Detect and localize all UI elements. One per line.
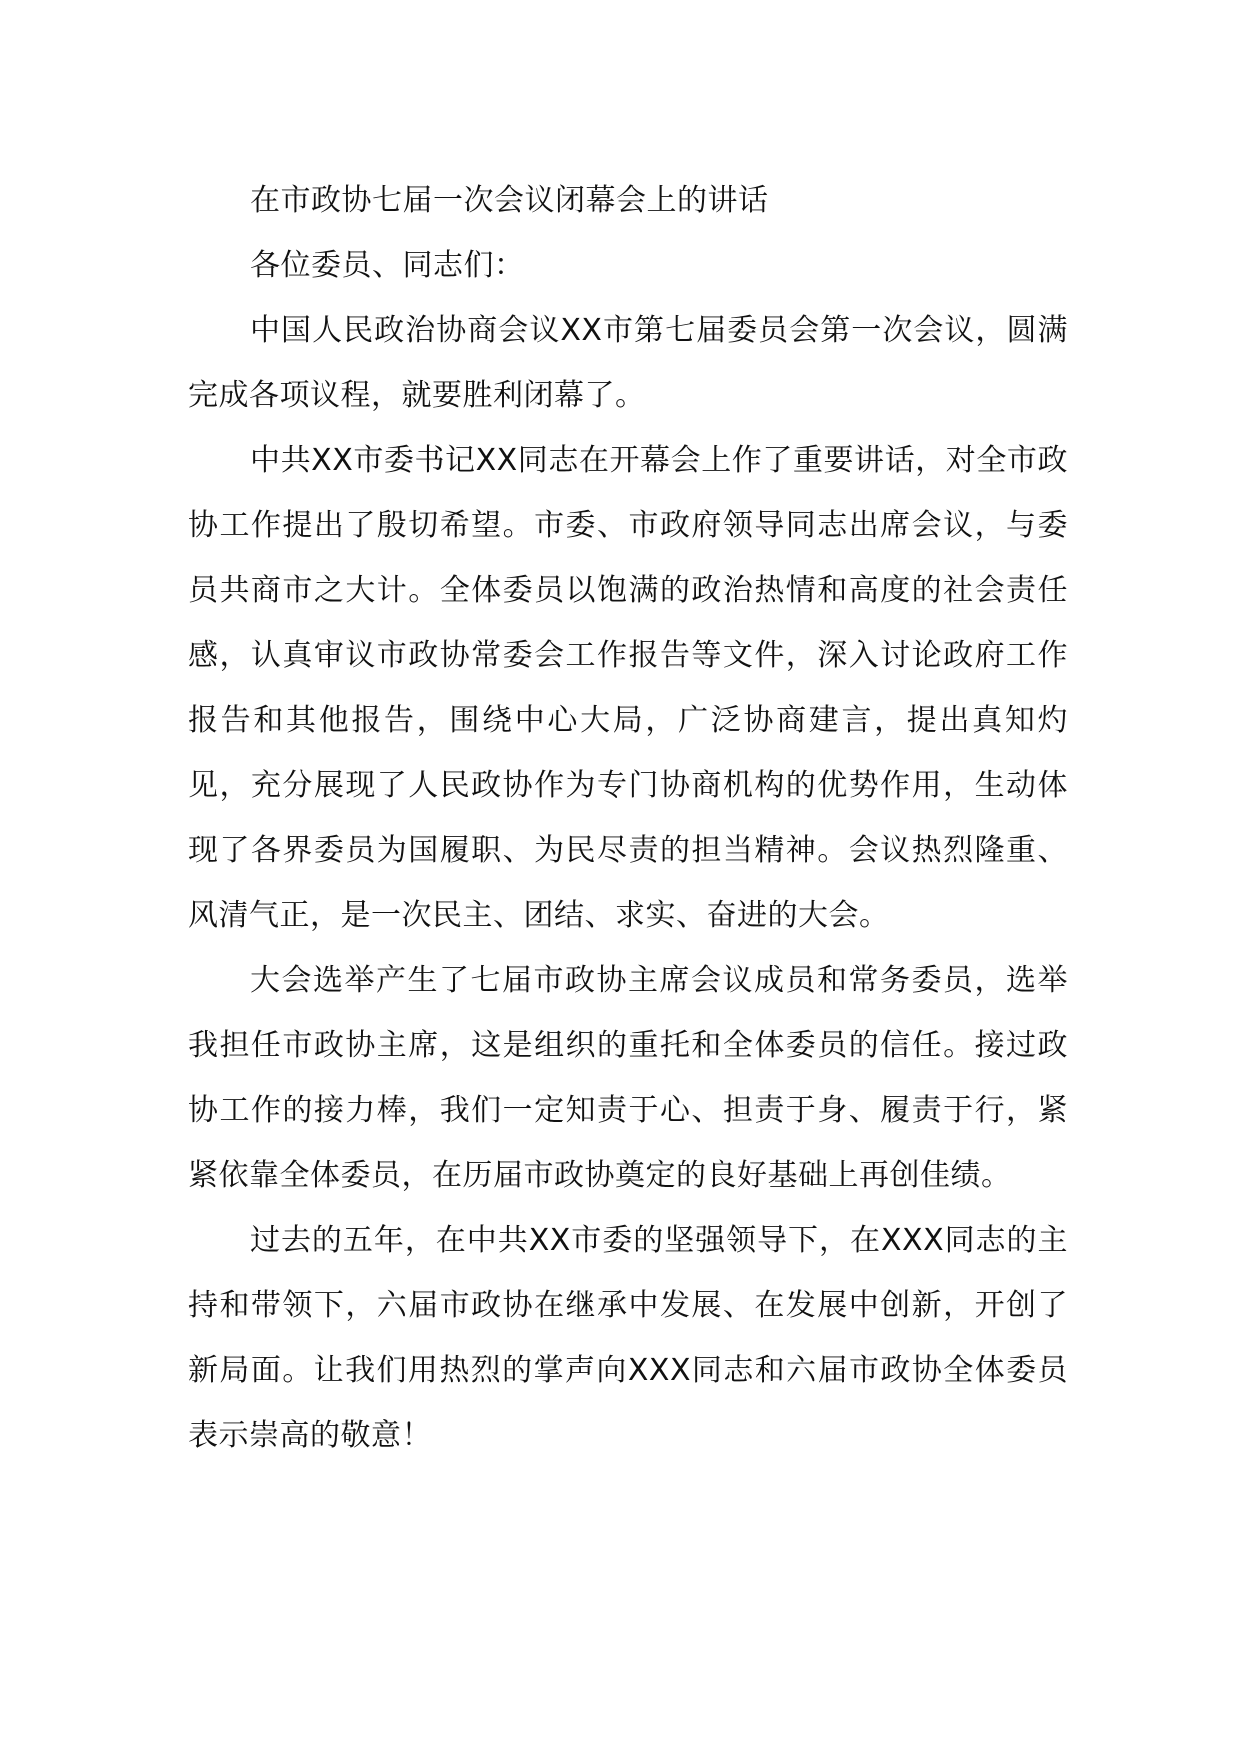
paragraph-2: 中共XX市委书记XX同志在开幕会上作了重要讲话，对全市政协工作提出了殷切希望。市委、市政府领导同志出席会议，与委员共商市之大计。全体委员以饱满的政治热情和高度的社会责任感，认真审议市政协常委会工作报告等文件，深入讨论政府工作报告和其他报告，围绕中心大局，广泛协商建言，提出真知灼见，充分展现了人民政协作为专门协商机构的优势作用，生动体现了各界委员为国履职、为民尽责的担当精神。会议热烈隆重、风清气正，是一次民主、团结、求实、奋进的大会。 bbox=[188, 443, 1068, 933]
document-title: 在市政协七届一次会议闭幕会上的讲话 bbox=[250, 183, 769, 218]
paragraph-3: 大会选举产生了七届市政协主席会议成员和常务委员，选举我担任市政协主席，这是组织的重托和全体委员的信任。接过政协工作的接力棒，我们一定知责于心、担责于身、履责于行，紧紧依靠全体委员，在历届市政协奠定的良好基础上再创佳绩。 bbox=[188, 963, 1068, 1193]
salutation: 各位委员、同志们： bbox=[250, 248, 525, 283]
paragraph-1: 中国人民政治协商会议XX市第七届委员会第一次会议，圆满完成各项议程，就要胜利闭幕了。 bbox=[188, 313, 1068, 413]
paragraph-4: 过去的五年，在中共XX市委的坚强领导下，在XXX同志的主持和带领下，六届市政协在继承中发展、在发展中创新，开创了新局面。让我们用热烈的掌声向XXX同志和六届市政协全体委员表示崇高的敬意！ bbox=[188, 1223, 1068, 1453]
document-body bbox=[188, 168, 1068, 1468]
